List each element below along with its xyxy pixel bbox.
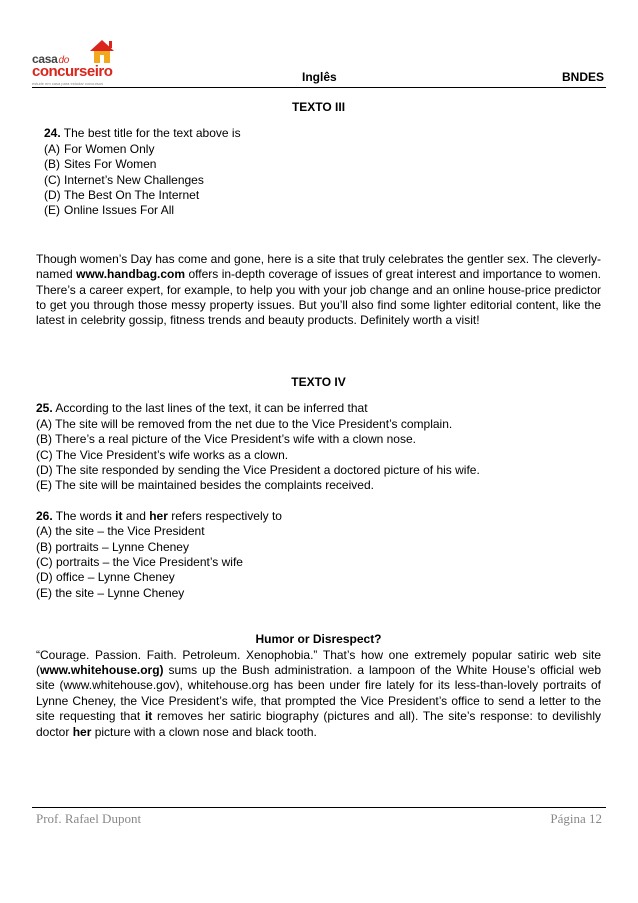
header-exam: BNDES (561, 70, 604, 84)
question-24-option-a: (A) For Women Only (44, 141, 155, 156)
question-25-option-e: (E) The site will be maintained besides the complaints received. (36, 478, 374, 493)
question-24-option-d: (D) The Best On The Internet (44, 188, 200, 203)
page-content (36, 100, 601, 740)
texto4-title: TEXTO IV (291, 374, 346, 389)
question-25-option-c: (C) The Vice President’s wife works as a clown. (36, 447, 289, 462)
question-24-option-b: (B) Sites For Women (44, 157, 157, 172)
logo-tagline: estude em casa para estudar concursos (32, 81, 104, 86)
header-divider (32, 87, 606, 88)
question-24-stem: 24. The best title for the text above is (44, 126, 241, 141)
whitehouse-link: www.whitehouse.org) (40, 662, 164, 677)
question-24-number: 24. (44, 126, 61, 141)
texto3-title: TEXTO III (291, 100, 346, 114)
handbag-link: www.handbag.com (76, 267, 186, 282)
article-passage: “Courage. Passion. Faith. Petroleum. Xenophobia.” That’s how one extremely popular satiric web site (www.whitehouse.org) sums up the Bush administration. a lampoon of the White House’s official web site (www.whitehouse.gov), whitehouse.org has been under fire lately for its less-than-lovely portraits of Lynne Cheney, the Vice President’s wife, that prompted the Vice President’s office to send a letter to the site requesting that it removes her satiric biography (pictures and all). The site’s response: to devilishly doctor her picture with a clown nose and black tooth. (36, 647, 601, 739)
footer-page-number: Página 12 (550, 811, 602, 826)
texto3-passage: Though women’s Day has come and gone, here is a site that truly celebrates the gentler sex. The cleverly-named www.handbag.com offers in-depth coverage of issues of great interest and importance to women. There’s a career expert, for example, to help you with your job change and an online house-price predictor to get you through those messy property issues. But you’ll also find some lighter editorial content, like the latest in celebrity gossip, fitness trends and beauty products. Definitely worth a visit! (36, 251, 601, 328)
article-title: Humor or Disrespect? (255, 632, 382, 647)
logo-word-concurseiro: concurseiro (32, 63, 113, 80)
question-24-option-c: (C) Internet’s New Challenges (44, 172, 204, 187)
casa-do-concurseiro-logo (32, 38, 162, 86)
question-25-option-b: (B) There’s a real picture of the Vice President’s wife with a clown nose. (36, 432, 416, 447)
question-25-stem: 25. According to the last lines of the text, it can be inferred that (36, 401, 368, 416)
logo-word-casa: casado (32, 52, 70, 66)
question-26-stem: 26. The words it and her refers respectively to (36, 508, 282, 523)
question-25 (36, 401, 601, 493)
question-24 (44, 126, 601, 218)
footer-divider (32, 807, 606, 808)
question-26-option-d: (D) office – Lynne Cheney (36, 570, 175, 585)
question-25-option-d: (D) The site responded by sending the Vice President a doctored picture of his wife. (36, 462, 480, 477)
question-26-option-c: (C) portraits – the Vice President’s wife (36, 554, 243, 569)
question-26 (36, 509, 601, 601)
question-26-option-e: (E) the site – Lynne Cheney (36, 585, 185, 600)
question-24-option-e: (E) Online Issues For All (44, 203, 175, 218)
logo-word-do: do (58, 55, 70, 66)
footer-author: Prof. Rafael Dupont (36, 811, 142, 826)
question-26-option-a: (A) the site – the Vice President (36, 524, 205, 539)
question-25-number: 25. (36, 401, 53, 416)
question-25-option-a: (A) The site will be removed from the net due to the Vice President’s complain. (36, 416, 453, 431)
header-subject: Inglês (302, 70, 337, 84)
page-header (32, 38, 606, 88)
house-icon (88, 38, 116, 64)
question-26-number: 26. (36, 508, 53, 523)
question-26-option-b: (B) portraits – Lynne Cheney (36, 539, 189, 554)
